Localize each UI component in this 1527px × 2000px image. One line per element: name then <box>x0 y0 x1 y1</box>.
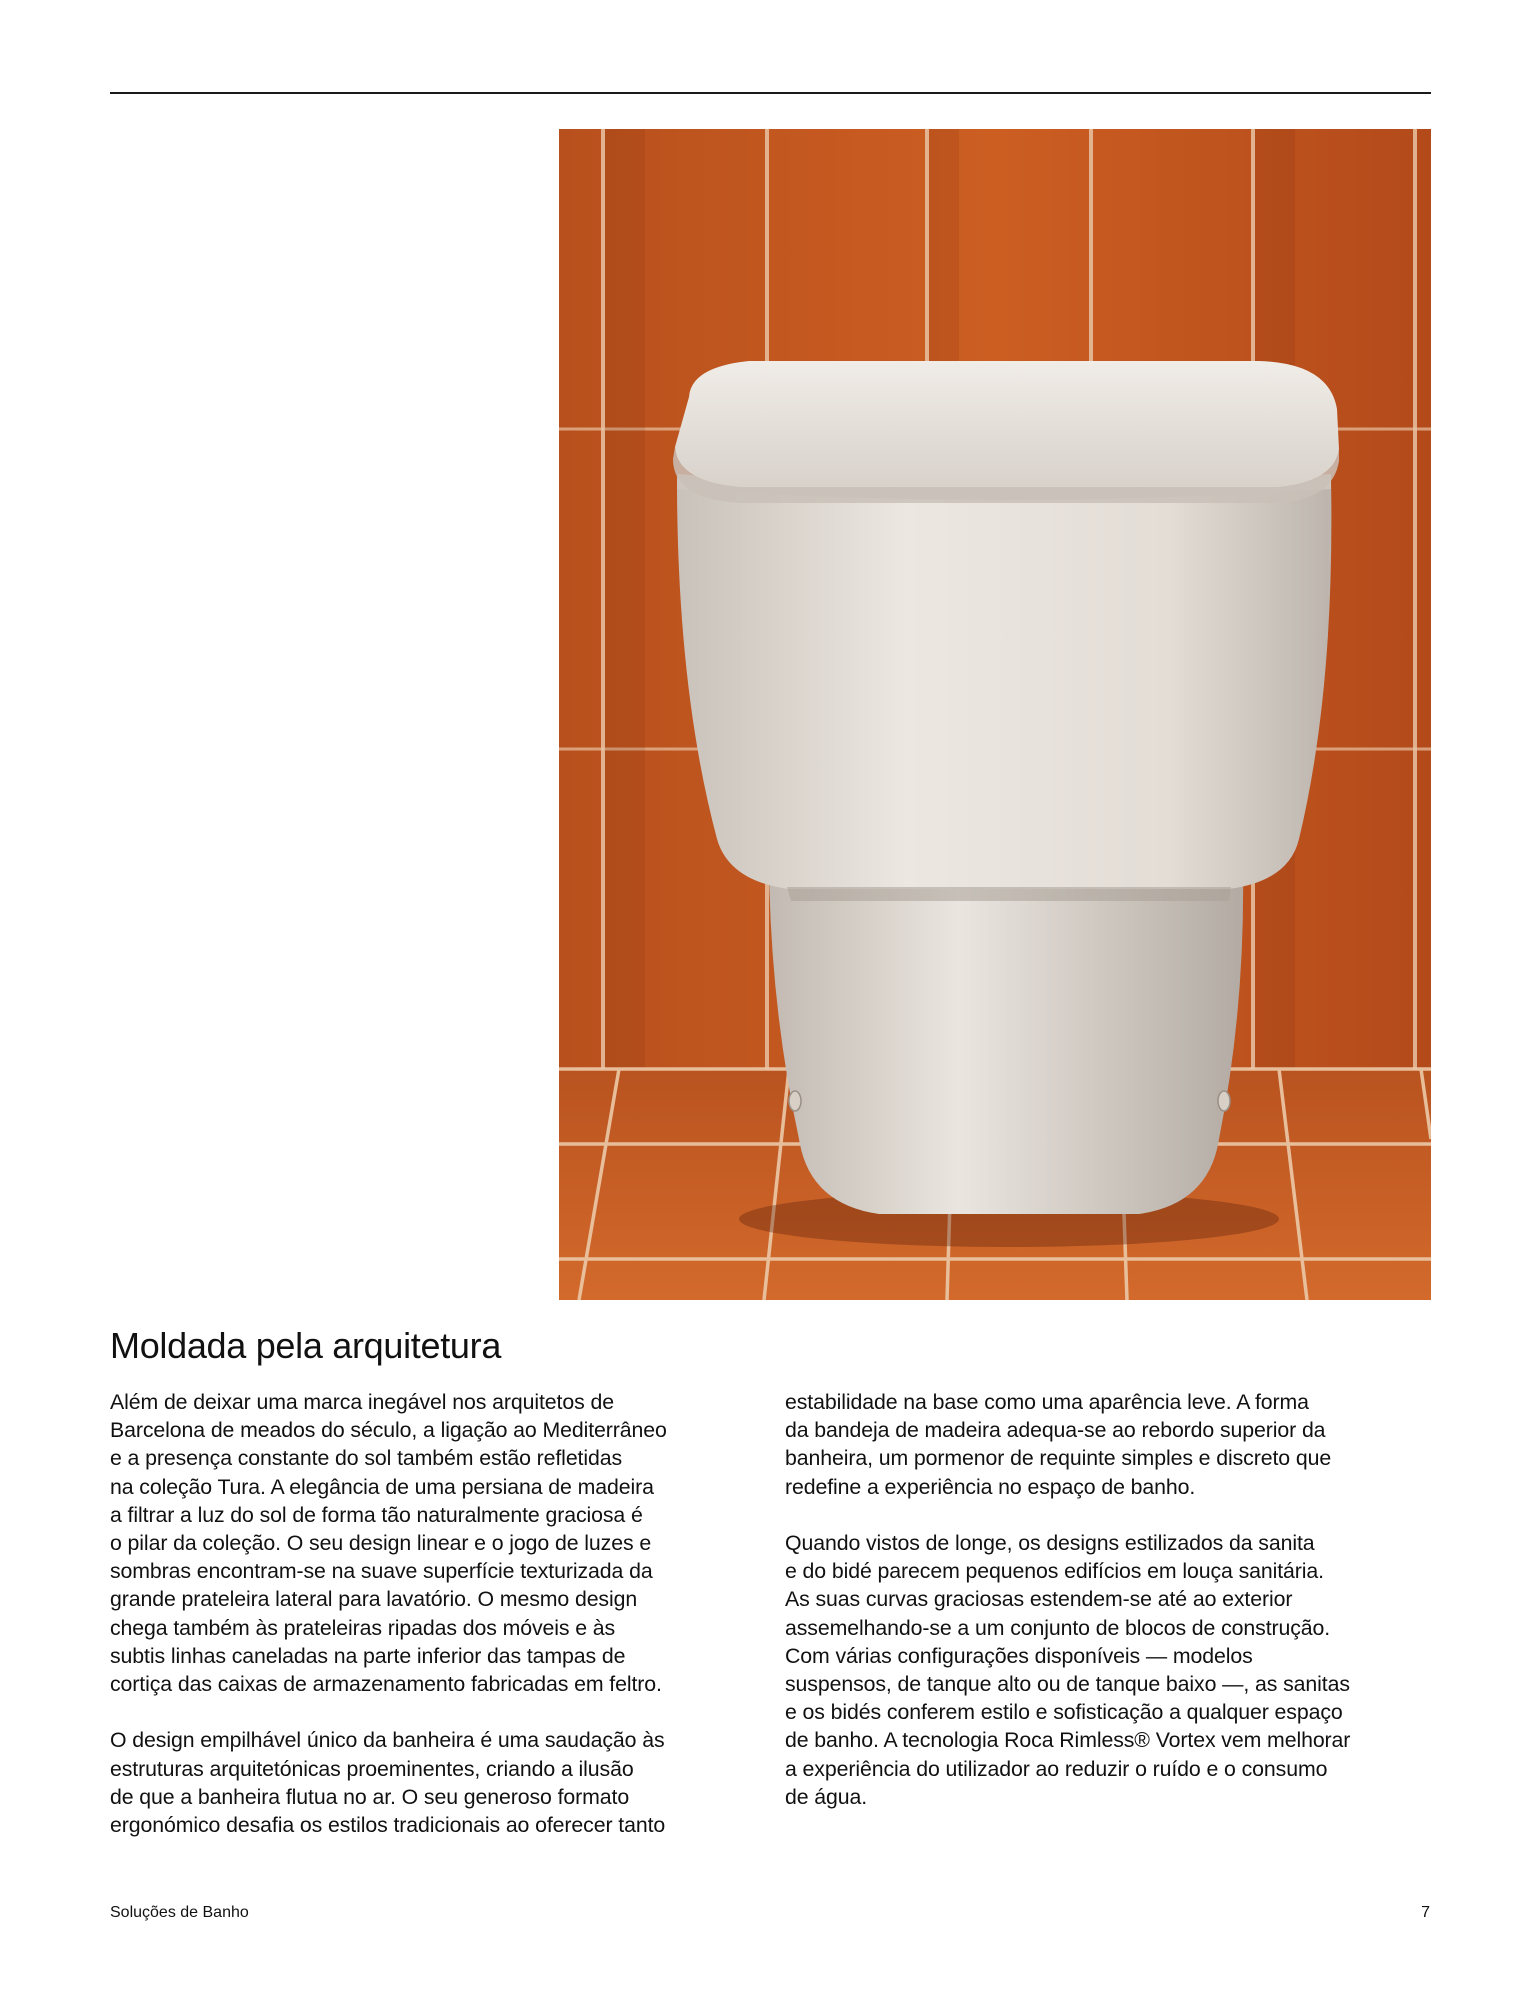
toilet-photo-illustration <box>559 129 1431 1300</box>
page-number: 7 <box>1421 1904 1430 1921</box>
footer-section-label: Soluções de Banho <box>110 1904 249 1921</box>
body-paragraph: Quando vistos de longe, os designs estilizados da sanita e do bidé parecem pequenos edifícios em louça sanitária. As suas curvas graciosas estendem-se até ao exterior assemelhando-se a um conjunto de blocos de construção. Com várias configurações disponíveis — modelos suspensos, de tanque alto ou de tanque baixo —, as sanitas e os bidés conferem estilo e sofisticação a qualquer espaço de banho. A tecnologia Roca Rimless® Vortex vem melhorar a experiência do utilizador ao reduzir o ruído e o consumo de água. <box>785 1531 1351 1809</box>
toilet-base <box>769 869 1243 1214</box>
body-column-left <box>110 1388 750 1867</box>
top-divider <box>110 92 1431 94</box>
product-photo <box>559 129 1431 1300</box>
body-paragraph: Além de deixar uma marca inegável nos arquitetos de Barcelona de meados do século, a ligação ao Mediterrâneo e a presença constante do sol também estão refletidas na coleção Tura. A elegância de uma persiana de madeira a filtrar a luz do sol de forma tão naturalmente graciosa é o pilar da coleção. O seu design linear e o jogo de luzes e sombras encontram-se na suave superfície texturizada da grande prateleira lateral para lavatório. O mesmo design chega também às prateleiras ripadas dos móveis e às subtis linhas caneladas na parte inferior das tampas de cortiça das caixas de armazenamento fabricadas em feltro. <box>110 1390 667 1697</box>
section-heading: Moldada pela arquitetura <box>110 1325 502 1366</box>
toilet-bowl <box>677 479 1331 889</box>
body-paragraph: estabilidade na base como uma aparência leve. A forma da bandeja de madeira adequa-se ao rebordo superior da banheira, um pormenor de requinte simples e discreto que redefine a experiência no espaço de banho. <box>785 1390 1332 1499</box>
body-paragraph: O design empilhável único da banheira é uma saudação às estruturas arquitetónicas proeminentes, criando a ilusão de que a banheira flutua no ar. O seu generoso formato ergonómico desafia os estilos tradicionais ao oferecer tanto <box>110 1728 666 1838</box>
toilet-lid <box>675 361 1339 487</box>
body-column-right <box>785 1388 1425 1839</box>
